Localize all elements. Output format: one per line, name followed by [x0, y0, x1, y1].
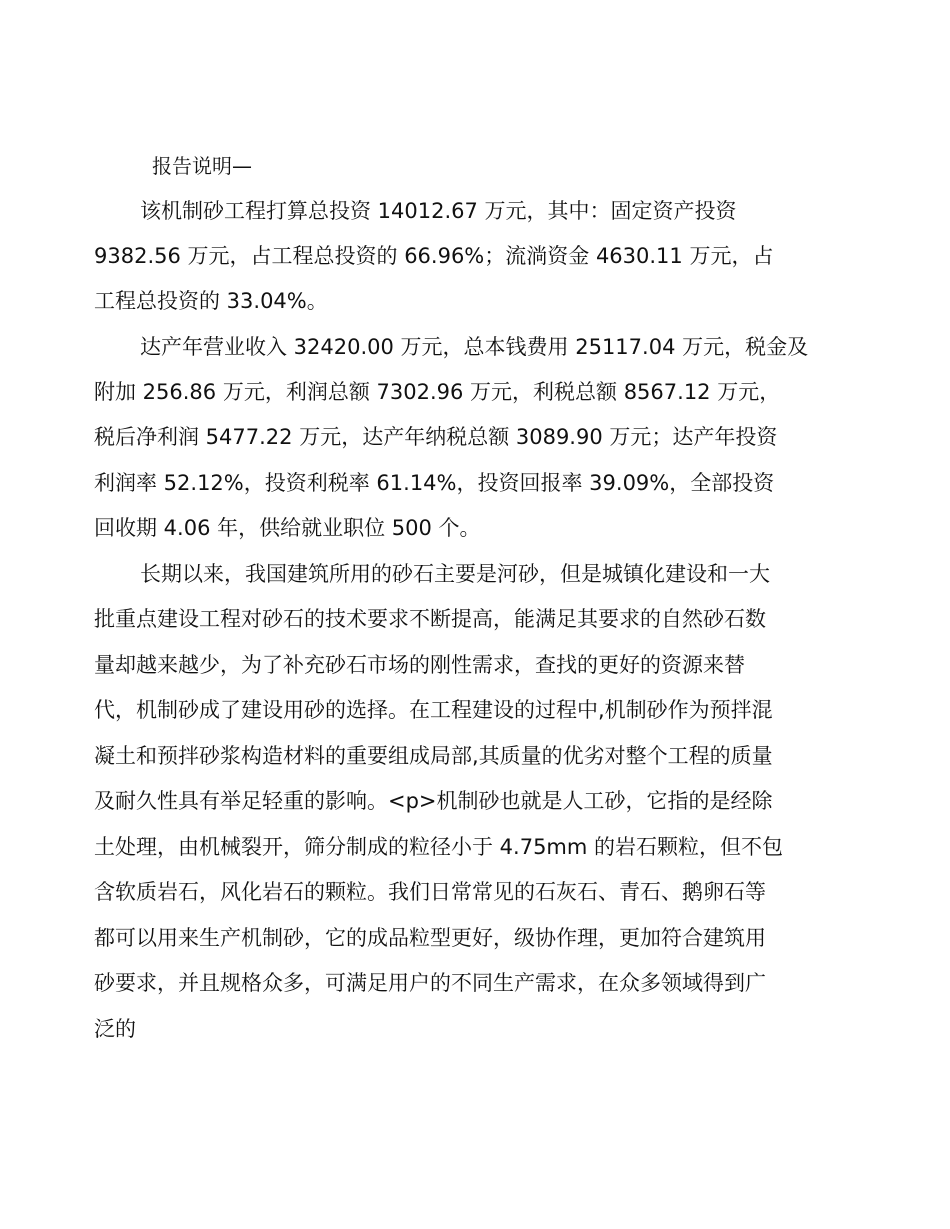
report-heading: 报告说明—: [152, 154, 252, 178]
text-line: 都可以用来生产机制砂，它的成品粒型更好，级协作理，更加符合建筑用: [94, 926, 766, 950]
text-line: 砂要求，并且规格众多，可满足用户的不同生产需求，在众多领域得到广: [94, 971, 766, 995]
text-line: 税后净利润 5477.22 万元，达产年纳税总额 3089.90 万元；达产年投资: [94, 425, 778, 449]
text-line: 及耐久性具有举足轻重的影响。<p>机制砂也就是人工砂，它指的是经除: [94, 789, 773, 813]
text-line: 土处理，由机械裂开，筛分制成的粒径小于 4.75mm 的岩石颗粒，但不包: [94, 835, 784, 859]
text-line: 凝土和预拌砂浆构造材料的重要组成局部,其质量的优劣对整个工程的质量: [94, 744, 773, 768]
text-line: 代，机制砂成了建设用砂的选择。在工程建设的过程中,机制砂作为预拌混: [94, 698, 773, 722]
text-line: 回收期 4.06 年，供给就业职位 500 个。: [94, 516, 481, 540]
text-line: 含软质岩石，风化岩石的颗粒。我们日常常见的石灰石、青石、鹅卵石等: [94, 880, 766, 904]
text-line: 附加 256.86 万元，利润总额 7302.96 万元，利税总额 8567.12 万元，: [94, 380, 781, 404]
text-line: 该机制砂工程打算总投资 14012.67 万元，其中：固定资产投资: [140, 199, 737, 223]
text-line: 工程总投资的 33.04%。: [94, 289, 328, 313]
text-line: 批重点建设工程对砂石的技术要求不断提高，能满足其要求的自然砂石数: [94, 607, 766, 631]
text-line: 量却越来越少，为了补充砂石市场的刚性需求，查找的更好的资源来替: [94, 653, 745, 677]
text-line: 利润率 52.12%，投资利税率 61.14%，投资回报率 39.09%，全部投资: [94, 471, 775, 495]
text-line: 9382.56 万元，占工程总投资的 66.96%；流淌资金 4630.11 万元，占: [94, 244, 774, 268]
text-line: 长期以来，我国建筑所用的砂石主要是河砂，但是城镇化建设和一大: [140, 562, 770, 586]
text-line: 泛的: [94, 1017, 136, 1041]
text-line: 达产年营业收入 32420.00 万元，总本钱费用 25117.04 万元，税金及: [140, 335, 809, 359]
